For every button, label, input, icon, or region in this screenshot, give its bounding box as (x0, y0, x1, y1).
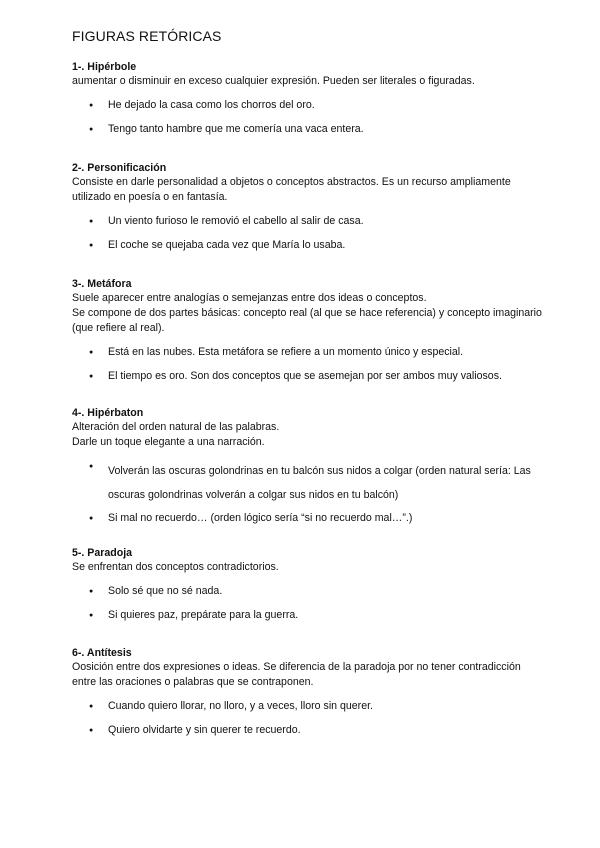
section-description: Consiste en darle personalidad a objetos o conceptos abstractos. Es un recurso ampliamente utilizado en poesía o en fantasía. (72, 176, 511, 203)
example-item: ● El coche se quejaba cada vez que María lo usaba. (72, 238, 542, 253)
section-heading: 1-. Hipérbole (72, 61, 137, 73)
example-list (72, 459, 542, 526)
example-list (72, 584, 542, 623)
example-item: ● Quiero olvidarte y sin querer te recuerdo. (72, 723, 542, 738)
example-item: ● El tiempo es oro. Son dos conceptos que se asemejan por ser ambos muy valiosos. (72, 369, 542, 384)
section-paradoja (72, 546, 542, 623)
section-heading: 6-. Antítesis (72, 647, 132, 659)
example-item: ● He dejado la casa como los chorros del oro. (72, 98, 542, 113)
example-item: ● Un viento furioso le removió el cabello al salir de casa. (72, 214, 542, 229)
example-list (72, 98, 542, 137)
example-item: ● Si mal no recuerdo… (orden lógico sería “si no recuerdo mal…”.) (72, 511, 542, 526)
section-description: Suele aparecer entre analogías o semejanzas entre dos ideas o conceptos. (72, 292, 427, 304)
example-item: ● Está en las nubes. Esta metáfora se refiere a un momento único y especial. (72, 345, 542, 360)
section-personificacion (72, 161, 542, 253)
example-list (72, 699, 542, 738)
section-description: Oosición entre dos expresiones o ideas. Se diferencia de la paradoja por no tener contradicción entre las oraciones o palabras que se contraponen. (72, 661, 521, 688)
example-item: ● Cuando quiero llorar, no lloro, y a veces, lloro sin querer. (72, 699, 542, 714)
section-description: Se compone de dos partes básicas: concepto real (al que se hace referencia) y concepto imaginario (que refiere al real). (72, 307, 542, 334)
document-title: FIGURAS RETÓRICAS (72, 28, 222, 44)
example-list (72, 345, 542, 384)
section-hiperbole (72, 60, 542, 137)
example-item: ● Tengo tanto hambre que me comería una vaca entera. (72, 122, 542, 137)
section-description: Alteración del orden natural de las palabras. (72, 421, 280, 433)
section-heading: 4-. Hipérbaton (72, 407, 144, 419)
section-description: aumentar o disminuir en exceso cualquier expresión. Pueden ser literales o figuradas. (72, 75, 475, 87)
example-item: ● Solo sé que no sé nada. (72, 584, 542, 599)
section-heading: 3-. Metáfora (72, 278, 132, 290)
example-item: ● Si quieres paz, prepárate para la guerra. (72, 608, 542, 623)
example-item: ● Volverán las oscuras golondrinas en tu balcón sus nidos a colgar (orden natural sería: Las oscuras golondrinas volverán a colgar sus nidos en tu balcón) (72, 459, 542, 507)
section-antitesis (72, 646, 542, 738)
section-metafora (72, 277, 542, 384)
section-description: Darle un toque elegante a una narración. (72, 436, 265, 448)
section-heading: 2-. Personificación (72, 162, 167, 174)
section-hiperbaton (72, 406, 542, 526)
section-description: Se enfrentan dos conceptos contradictorios. (72, 561, 279, 573)
example-list (72, 214, 542, 253)
section-heading: 5-. Paradoja (72, 547, 133, 559)
